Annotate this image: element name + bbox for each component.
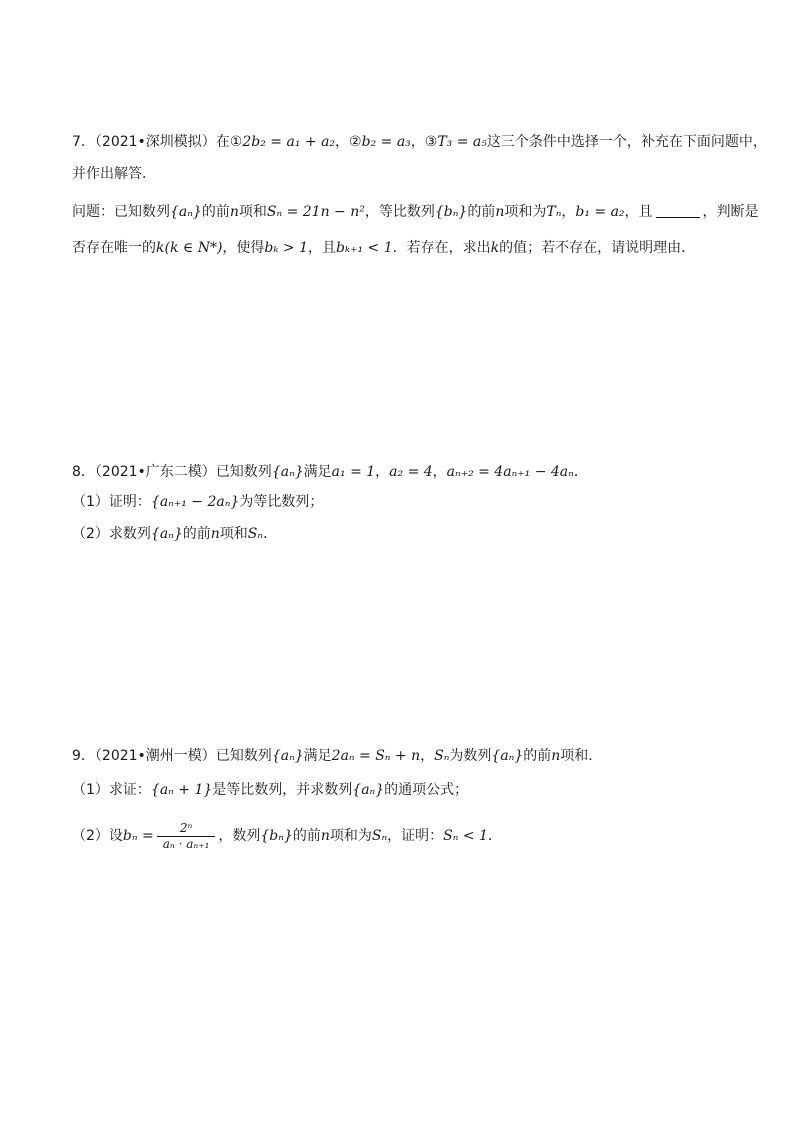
- problem-7-line-1: [72, 132, 767, 152]
- text: （2）设: [72, 828, 123, 844]
- text: ，: [561, 204, 576, 220]
- problem-number: 9．: [72, 748, 95, 764]
- math-k: k: [490, 240, 500, 256]
- text: 已知数列: [215, 748, 272, 764]
- math-sequence-a: {aₙ}: [271, 748, 304, 764]
- problem-source: （2021•潮州一模）: [94, 748, 216, 764]
- problem-8-line-1: [72, 462, 588, 482]
- math-b1: b₁ = a₂: [575, 204, 625, 220]
- math-condition-1: 2b₂ = a₁ + a₂: [242, 134, 336, 150]
- text: ，证明：: [387, 828, 444, 844]
- text: 的前: [467, 204, 496, 220]
- text: 问题：已知数列: [72, 204, 170, 220]
- math-expression: {aₙ₊₁ − 2aₙ}: [150, 494, 240, 510]
- fraction-denominator: aₙ · aₙ₊₁: [157, 836, 216, 852]
- math-sn: Sₙ: [434, 748, 450, 764]
- text: ，数列: [218, 828, 261, 844]
- text: 否存在唯一的: [72, 240, 156, 256]
- math-k: k(k ∈ N*): [156, 240, 223, 256]
- math-sequence-a: {aₙ}: [150, 526, 183, 542]
- math-equation: 2aₙ = Sₙ + n: [331, 748, 421, 764]
- problem-9-line-2: [72, 780, 468, 800]
- text: 项和: [219, 526, 248, 542]
- math-tn: Tₙ: [546, 204, 562, 220]
- problem-9-line-1: [72, 746, 602, 766]
- math-recurrence: aₙ₊₂ = 4aₙ₊₁ − 4aₙ: [446, 464, 574, 480]
- text: （1）证明：: [72, 494, 151, 510]
- math-expression: {aₙ + 1}: [150, 782, 213, 798]
- text: ．若存在，求出: [392, 240, 491, 256]
- math-a1: a₁ = 1: [331, 464, 376, 480]
- problem-number: 8．: [72, 464, 95, 480]
- math-bk1: bₖ₊₁ < 1: [336, 240, 393, 256]
- math-condition-2: b₂ = a₃: [361, 134, 411, 150]
- text: 项和为: [504, 204, 547, 220]
- text: 的前: [182, 526, 211, 542]
- fraction-numerator: 2ⁿ: [179, 820, 193, 835]
- text: 项和: [238, 204, 267, 220]
- math-fraction: [157, 821, 216, 852]
- text: ，: [432, 464, 447, 480]
- text: ．: [487, 828, 502, 844]
- text: 这三个条件中选择一个，补充在下面问题中，: [486, 134, 767, 150]
- math-sequence-a: {aₙ}: [170, 204, 202, 220]
- text: ，②: [335, 134, 362, 150]
- text: 为等比数列；: [239, 494, 324, 510]
- text: ，③: [410, 134, 438, 150]
- text: 为数列: [449, 748, 492, 764]
- text: 并作出解答．: [72, 166, 156, 182]
- text: ，: [375, 464, 390, 480]
- problem-9-line-3: [72, 816, 502, 856]
- text: ，且: [624, 204, 653, 220]
- problem-source: （2021•深圳模拟）: [94, 134, 216, 150]
- math-sn: Sₙ: [247, 526, 264, 542]
- text: 的前: [201, 204, 230, 220]
- fill-in-blank[interactable]: [656, 217, 700, 218]
- text: 在①: [215, 134, 243, 150]
- text: 的前: [523, 748, 552, 764]
- problem-source: （2021•广东二模）: [94, 464, 216, 480]
- math-inequality: Sₙ < 1: [443, 828, 488, 844]
- math-n: n: [210, 526, 220, 542]
- text: 的通项公式；: [384, 782, 469, 798]
- math-sum-formula: Sₙ = 21n − n²: [266, 204, 365, 220]
- text: ，: [420, 748, 435, 764]
- math-condition-3: T₃ = a₅: [437, 134, 487, 150]
- text: ，等比数列: [364, 204, 435, 220]
- problem-number: 7．: [72, 134, 95, 150]
- text: 是等比数列，并求数列: [212, 782, 353, 798]
- text: 的值；若不存在，请说明理由．: [499, 240, 696, 256]
- text: ．: [573, 464, 588, 480]
- text: （1）求证：: [72, 782, 151, 798]
- text: 项和．: [560, 748, 603, 764]
- text: 已知数列: [215, 464, 272, 480]
- problem-8-line-3: [72, 524, 277, 544]
- math-sequence-a: {aₙ}: [352, 782, 385, 798]
- math-sequence-b: {bₙ}: [434, 204, 468, 220]
- math-bk: bₖ > 1: [264, 240, 309, 256]
- math-sequence-a: {aₙ}: [271, 464, 304, 480]
- math-n: n: [229, 204, 239, 220]
- problem-7-line-2: [72, 164, 156, 184]
- text: ，使得: [222, 240, 265, 256]
- text: （2）求数列: [72, 526, 151, 542]
- math-sequence-b: {bₙ}: [260, 828, 293, 844]
- text: ．: [263, 526, 278, 542]
- problem-7-line-4: [72, 238, 695, 258]
- text: 的前: [292, 828, 321, 844]
- problem-8-line-2: [72, 492, 323, 512]
- text: ，判断是: [702, 204, 759, 220]
- text: 项和为: [329, 828, 372, 844]
- math-sequence-a: {aₙ}: [491, 748, 524, 764]
- math-n: n: [551, 748, 561, 764]
- text: ，且: [308, 240, 337, 256]
- text: 满足: [303, 748, 332, 764]
- math-bn-lhs: bₙ =: [122, 828, 154, 844]
- problem-7-line-3: [72, 202, 759, 222]
- text: 满足: [303, 464, 332, 480]
- math-sn: Sₙ: [371, 828, 388, 844]
- math-n: n: [495, 204, 505, 220]
- math-n: n: [320, 828, 330, 844]
- math-a2: a₂ = 4: [389, 464, 433, 480]
